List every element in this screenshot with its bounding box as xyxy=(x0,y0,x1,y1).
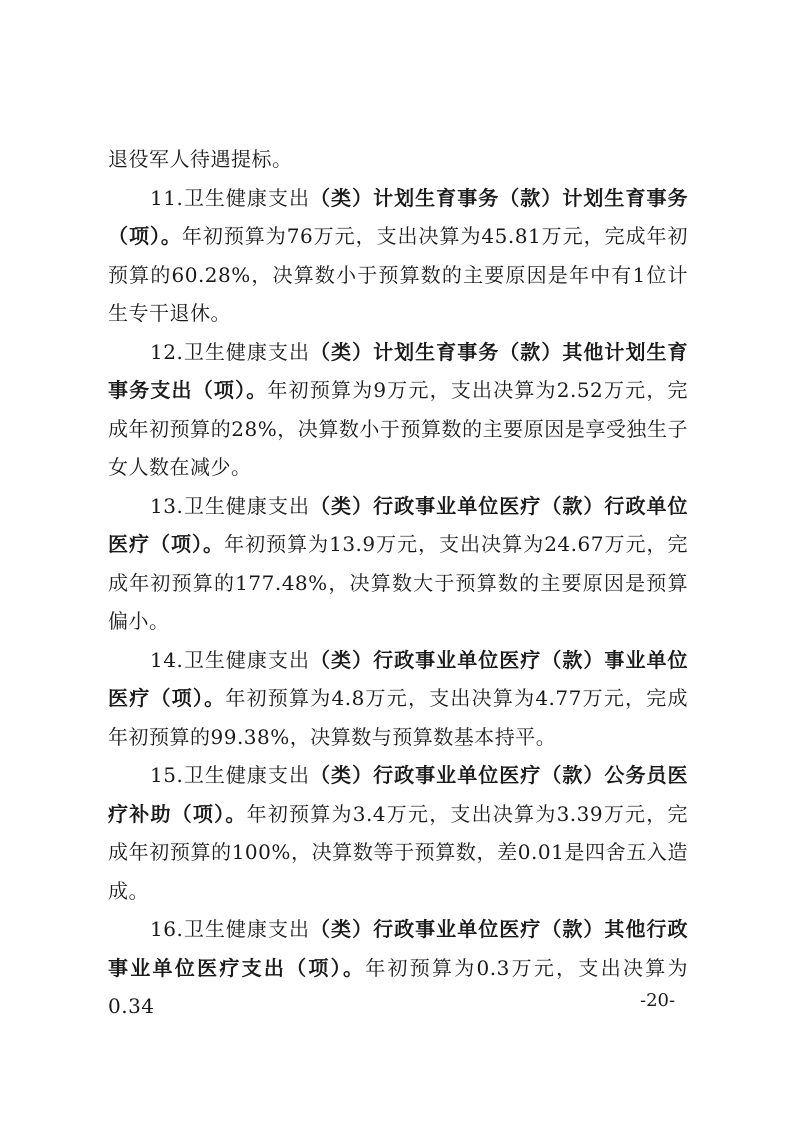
paragraph-item-15 xyxy=(108,756,688,910)
item-heading: （类）行政事业单位医疗（款）公务员医疗补助（项）。 xyxy=(108,763,689,826)
item-number: 11.卫生健康支出 xyxy=(150,185,311,210)
item-text: 年初预算为13.9万元，支出决算为24.67万元，完成年初预算的177.48%，决算数大于预算数的主要原因是预算偏小。 xyxy=(108,532,689,633)
paragraph-item-16 xyxy=(108,910,688,1026)
item-heading: （类）计划生育事务（款）其他计划生育事务支出（项）。 xyxy=(108,339,689,402)
item-text: 年初预算为3.4万元，支出决算为3.39万元，完成年初预算的100%，决算数等于预算数，差0.01是四舍五入造成。 xyxy=(108,801,689,903)
item-number: 12.卫生健康支出 xyxy=(150,339,311,364)
paragraph-continuation xyxy=(108,140,688,179)
document-body xyxy=(108,140,688,1026)
paragraph-item-11 xyxy=(108,179,688,333)
item-text: 年初预算为76万元，支出决算为45.81万元，完成年初预算的60.28%，决算数小于预算数的主要原因是年中有1位计生专干退休。 xyxy=(108,224,688,325)
item-heading: （类）行政事业单位医疗（款）其他行政事业单位医疗支出（项）。 xyxy=(108,917,689,980)
paragraph-item-14 xyxy=(108,641,688,757)
item-text: 年初预算为9万元，支出决算为2.52万元，完成年初预算的28%，决算数小于预算数的主要原因是享受独生子女人数在减少。 xyxy=(108,378,689,479)
item-number: 13.卫生健康支出 xyxy=(150,493,311,518)
item-text: 年初预算为0.3万元，支出决算为0.34 xyxy=(108,955,689,1018)
item-number: 16.卫生健康支出 xyxy=(150,917,311,941)
item-number: 15.卫生健康支出 xyxy=(150,763,311,787)
item-number: 14.卫生健康支出 xyxy=(150,647,311,672)
item-heading: （类）行政事业单位医疗（款）行政单位医疗（项）。 xyxy=(108,493,689,556)
page-number: -20- xyxy=(640,990,676,1011)
item-heading: （类）行政事业单位医疗（款）事业单位医疗（项）。 xyxy=(108,647,689,710)
item-text: 年初预算为4.8万元，支出决算为4.77万元，完成年初预算的99.38%，决算数与预算数基本持平。 xyxy=(108,686,688,749)
paragraph-text: 退役军人待遇提标。 xyxy=(108,147,293,171)
paragraph-item-13 xyxy=(108,487,688,641)
paragraph-item-12 xyxy=(108,333,688,487)
item-heading: （类）计划生育事务（款）计划生育事务（项）。 xyxy=(108,185,689,248)
